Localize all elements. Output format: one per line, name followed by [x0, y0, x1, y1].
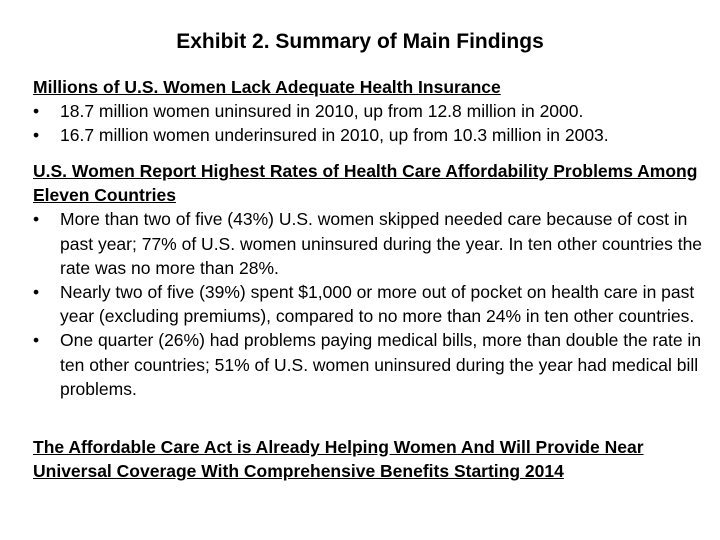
section-heading: Millions of U.S. Women Lack Adequate Health Insurance	[33, 77, 501, 97]
bullet-text: One quarter (26%) had problems paying medical bills, more than double the rate in ten other countries; 51% of U.S. women uninsured during the year had medical bill problems.	[60, 330, 702, 399]
section-aca	[33, 435, 703, 483]
bullet-marker: •	[33, 330, 40, 351]
section-affordability	[33, 159, 703, 401]
bullet-item	[33, 123, 703, 147]
bullet-text: More than two of five (43%) U.S. women skipped needed care because of cost in past year; 77% of U.S. women uninsured during the year. In ten other countries the rate was no more than 28%.	[60, 209, 703, 278]
bullet-text: 16.7 million women underinsured in 2010, up from 10.3 million in 2003.	[60, 125, 609, 146]
bullet-marker: •	[33, 209, 40, 230]
section-uninsured	[33, 75, 703, 148]
bullet-item	[33, 280, 703, 328]
bullet-text: Nearly two of five (39%) spent $1,000 or more out of pocket on health care in past year (excluding premiums), compared to no more than 24% in ten other countries.	[60, 282, 695, 327]
bullet-marker: •	[33, 125, 40, 146]
bullet-list	[33, 207, 703, 401]
bullet-marker: •	[33, 101, 40, 122]
bullet-text: 18.7 million women uninsured in 2010, up from 12.8 million in 2000.	[60, 101, 584, 122]
bullet-list	[33, 99, 703, 147]
bullet-item	[33, 207, 703, 280]
bullet-item	[33, 328, 703, 401]
section-heading: The Affordable Care Act is Already Helping Women And Will Provide Near Universal Coverage With Comprehensive Benefits Starting 2014	[33, 437, 644, 482]
bullet-item	[33, 99, 703, 123]
page-title: Exhibit 2. Summary of Main Findings	[176, 30, 544, 53]
section-heading: U.S. Women Report Highest Rates of Health Care Affordability Problems Among Eleven Countries	[33, 161, 698, 206]
bullet-marker: •	[33, 282, 40, 303]
